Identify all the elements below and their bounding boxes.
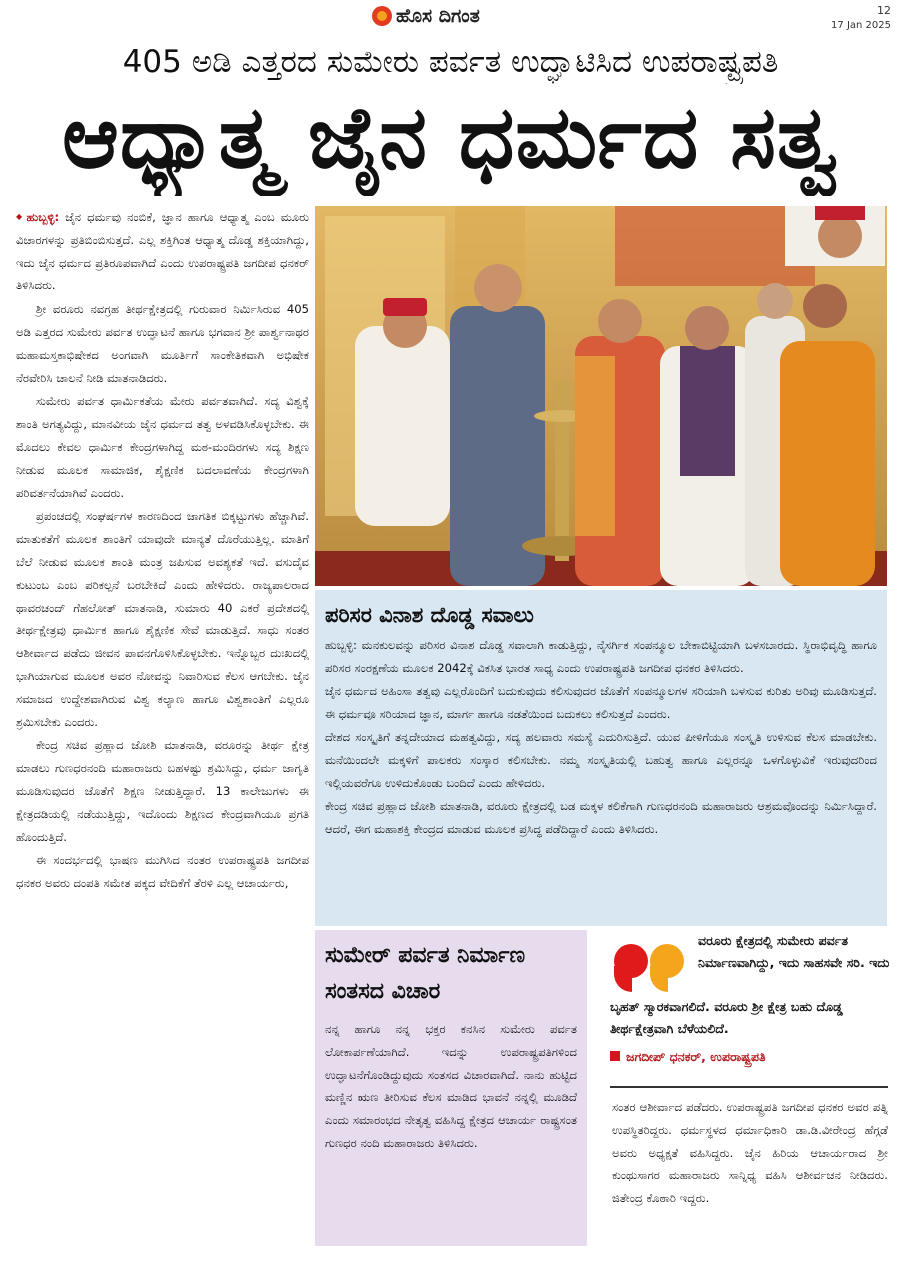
page-number: 12 [877, 4, 891, 17]
sidebar-paragraph: ಹುಬ್ಬಳ್ಳಿ: ಮನಕುಲವನ್ನು ಪರಿಸರ ವಿನಾಶ ದೊಡ್ಡ ಸವಾಲಾಗಿ ಕಾಡುತ್ತಿದ್ದು, ನೈಸರ್ಗಿಕ ಸಂಪನ್ಮೂಲ ಬೇಕಾಬಿಟ್ಟಿಯಾಗಿ ಬಳಸಬಾರದು. ಸ್ಥಿರಾಭಿವೃದ್ಧಿ ಹಾಗೂ ಪರಿಸರ ಸಂರಕ್ಷಣೆಯ ಮೂಲಕ 2042ಕ್ಕೆ ವಿಕಸಿತ ಭಾರತ ಸಾಧ್ಯ ಎಂದು ಉಪರಾಷ್ಟ್ರಪತಿ ಜಗದೀಪ ಧನಕರ ತಿಳಿಸಿದರು. [325, 638, 877, 675]
quote-mark-orange-icon [650, 944, 684, 978]
logo-text: ಹೊಸ ದಿಗಂತ [396, 5, 480, 27]
kicker-headline: 405 ಅಡಿ ಎತ್ತರದ ಸುಮೇರು ಪರ್ವತ ಉದ್ಘಾಟಿಸಿದ ಉಪರಾಷ್ಟ್ರಪತಿ [122, 44, 779, 80]
logo-sun-icon [372, 6, 392, 26]
article-paragraph: ಕೇಂದ್ರ ಸಚಿವ ಪ್ರಹ್ಲಾದ ಜೋಶಿ ಮಾತನಾಡಿ, ವರೂರನ್ನು ತೀರ್ಥ ಕ್ಷೇತ್ರ ಮಾಡಲು ಗುಣಧರನಂದಿ ಮಹಾರಾಜರು ಬಹಳಷ್ಟು ಶ್ರಮಿಸಿದ್ದು, ಧರ್ಮ ಜಾಗೃತಿ ಮೂಡಿಸುವುದರ ಜೊತೆಗೆ ಶಿಕ್ಷಣ ನೀಡುತ್ತಿದ್ದಾರೆ. 13 ಕಾಲೇಜುಗಳು ಈ ಕ್ಷೇತ್ರದಡಿಯಲ್ಲಿ ನಡೆಯುತ್ತಿದ್ದು, ಇದೊಂದು ಶಿಕ್ಷಣದ ಕೇಂದ್ರವಾಗಿಯೂ ಪ್ರಗತಿ ಹೊಂದುತ್ತಿದೆ. [16, 738, 309, 844]
main-headline: ಆಧ್ಯಾತ್ಮ ಜೈನ ಧರ್ಮದ ಸತ್ವ [62, 88, 839, 188]
quote-attribution-text: ಜಗದೀಪ್ ಧನಕರ್, ಉಪರಾಷ್ಟ್ರಪತಿ [626, 1049, 766, 1064]
sidebar-paragraph: ನನ್ನ ಹಾಗೂ ನನ್ನ ಭಕ್ತರ ಕನಸಿನ ಸುಮೇರು ಪರ್ವತ ಲೋಕಾರ್ಪಣೆಯಾಗಿದೆ. ಇದನ್ನು ಉಪರಾಷ್ಟ್ರಪತಿಗಳಿಂದ ಉದ್ಘಾಟನೆಗೊಂಡಿದ್ದುವುದು ಸಂತಸದ ವಿಚಾರವಾಗಿದೆ. ನಾನು ಹುಟ್ಟಿದ ಮಣ್ಣಿನ ಋಣ ತೀರಿಸುವ ಕೆಲಸ ಮಾಡಿದ ಭಾವನೆ ನನ್ನಲ್ಲಿ ಮೂಡಿದೆ ಎಂದು ಸಮಾರಂಭದ ನೇತೃತ್ವ ವಹಿಸಿದ್ದ ಕ್ಷೇತ್ರದ ಆಚಾರ್ಯ ರಾಷ್ಟ್ರಸಂತ ಗುಣಧರ ನಂದಿ ಮಹಾರಾಜರು ತಿಳಿಸಿದರು. [325, 1022, 577, 1150]
article-paragraph [16, 206, 309, 297]
sidebar-title: ಸುಮೇರ್ ಪರ್ವತ ನಿರ್ಮಾಣ ಸಂತಸದ ವಿಚಾರ [325, 943, 526, 1004]
attribution-square-icon [610, 1051, 620, 1061]
sidebar-environment [315, 590, 887, 926]
quote-mark-red-icon [614, 944, 648, 978]
quote-text-top: ವರೂರು ಕ್ಷೇತ್ರದಲ್ಲಿ ಸುಮೇರು ಪರ್ವತ ನಿರ್ಮಾಣವಾಗಿದ್ದು, ಇದು ಸಾಹಸವೇ ಸರಿ. ಇದು [698, 933, 890, 970]
sidebar-paragraph: ಕೇಂದ್ರ ಸಚಿವ ಪ್ರಹ್ಲಾದ ಜೋಶಿ ಮಾತನಾಡಿ, ವರೂರು ಕ್ಷೇತ್ರದಲ್ಲಿ ಬಡ ಮಕ್ಕಳ ಕಲಿಕೆಗಾಗಿ ಗುಣಧರನಂದಿ ಮಹಾರಾಜರು ಆಶ್ರಮವೊಂದನ್ನು ನಿರ್ಮಿಸಿದ್ದಾರೆ. ಆದರೆ, ಈಗ ಮಹಾಶಕ್ತಿ ಕೇಂದ್ರದ ಮಾಡುವ ಮೂಲಕ ಪ್ರಸಿದ್ಧ ಪಡೆದಿದ್ದಾರೆ ಎಂದು ತಿಳಿಸಿದರು. [325, 799, 877, 836]
article-paragraph: ಶ್ರೀ ವರೂರು ನವಗ್ರಹ ತೀರ್ಥಕ್ಷೇತ್ರದಲ್ಲಿ ಗುರುವಾರ ನಿರ್ಮಿಸಿರುವ 405 ಅಡಿ ಎತ್ತರದ ಸುಮೇರು ಪರ್ವತ ಉದ್ಘಾಟನೆ ಹಾಗೂ ಭಗವಾನ ಶ್ರೀ ಪಾರ್ಶ್ವನಾಥರ ಮಹಾಮಸ್ತಕಾಭಿಷೇಕದ ಅಂಗವಾಗಿ ಮೂರ್ತಿಗೆ ಸಾಂಕೇತಿಕವಾಗಿ ಅಭಿಷೇಕ ನೆರವೇರಿಸಿ ಚಾಲನೆ ನೀಡಿ ಮಾತನಾಡಿದರು. [16, 302, 309, 385]
lead-text: ಜೈನ ಧರ್ಮವು ನಂಬಿಕೆ, ಜ್ಞಾನ ಹಾಗೂ ಆಧ್ಯಾತ್ಮ ಎಂಬ ಮೂರು ವಿಚಾರಗಳನ್ನು ಪ್ರತಿಬಿಂಬಿಸುತ್ತದೆ. ಎಲ್ಲ ಶಕ್ತಿಗಿಂತ ಆಧ್ಯಾತ್ಮ ದೊಡ್ಡ ಶಕ್ತಿಯಾಗಿದ್ದು, ಇದು ಜೈನ ಧರ್ಮದ ಪ್ರತಿರೂಪವಾಗಿದೆ ಎಂದು ಉಪರಾಷ್ಟ್ರಪತಿ ಜಗದೀಪ ಧನಕರ್ ತಿಳಿಸಿದರು. [16, 210, 309, 293]
divider [610, 1086, 888, 1088]
article-paragraph: ಪ್ರಪಂಚದಲ್ಲಿ ಸಂಘರ್ಷಗಳ ಕಾರಣದಿಂದ ಜಾಗತಿಕ ಬಿಕ್ಕಟ್ಟುಗಳು ಹೆಚ್ಚಾಗಿವೆ. ಮಾತುಕತೆಗೆ ಮೂಲಕ ಶಾಂತಿಗೆ ಯಾವುದೇ ಮಾನ್ಯತೆ ದೊರೆಯುತ್ತಿಲ್ಲ. ಮಾತಿಗೆ ಬೆಲೆ ನೀಡುವ ಮೂಲಕ ಶಾಂತಿ ಮಂತ್ರ ಜಪಿಸುವ ಅವಶ್ಯಕತೆ ಇದೆ. ವಸುದೈವ ಕುಟುಂಬ ಎಂಬ ಪರಿಕಲ್ಪನೆ ಬರಬೇಕಿದೆ ಎಂದು ಹೇಳಿದರು. ರಾಜ್ಯಪಾಲರಾದ ಥಾವರಚಂದ್ ಗೆಹಲೋತ್ ಮಾತನಾಡಿ, ಸುಮಾರು 40 ಎಕರೆ ಪ್ರದೇಶದಲ್ಲಿ ತೀರ್ಥಕ್ಷೇತ್ರವು ಧಾರ್ಮಿಕ ಹಾಗೂ ಶೈಕ್ಷಣಿಕ ಸೇವೆ ಮಾಡುತ್ತಿದೆ. ಸಾಧು ಸಂತರ ಆಶೀರ್ವಾದ ಪಡೆದು ಜೀವನ ಪಾವನಗೊಳಿಸಿಕೊಳ್ಳಬೇಕು. ಇನ್ನೊಬ್ಬರ ದುಃಖದಲ್ಲಿ ಭಾಗಿಯಾಗುವ ಮೂಲಕ ಅವರ ನೋವನ್ನು ನಿವಾರಿಸುವ ಕೆಲಸ ಆಗಬೇಕು. ಜೈನ ಸಮಾಜದ ಉದ್ದೇಶವಾಗಿರುವ ವಿಶ್ವ ಕಲ್ಯಾಣ ಹಾಗೂ ವಿಶ್ವಶಾಂತಿಗೆ ಎಲ್ಲರೂ ಶ್ರಮಿಸಬೇಕು ಎಂದರು. [16, 509, 309, 729]
sidebar-sumeru [315, 930, 587, 1246]
lamp-lighting-photo [315, 206, 887, 586]
quote-text-bottom: ಬೃಹತ್ ಸ್ಮಾರಕವಾಗಲಿದೆ. ವರೂರು ಶ್ರೀ ಕ್ಷೇತ್ರ ಬಹು ದೊಡ್ಡ ತೀರ್ಥಕ್ಷೇತ್ರವಾಗಿ ಬೆಳೆಯಲಿದೆ. [610, 999, 843, 1036]
sidebar-paragraph: ದೇಶದ ಸಂಸ್ಕೃತಿಗೆ ತನ್ನದೇಯಾದ ಮಹತ್ವವಿದ್ದು, ಸದ್ಯ ಹಲವಾರು ಸಮಸ್ಯೆ ಎದುರಿಸುತ್ತಿದೆ. ಯುವ ಪೀಳಿಗೆಯೂ ಸಂಸ್ಕೃತಿ ಉಳಿಸುವ ಕೆಲಸ ಮಾಡಬೇಕು. ಮನೆಯಿಂದಲೇ ಮಕ್ಕಳಿಗೆ ಪಾಲಕರು ಸಂಸ್ಕಾರ ಕಲಿಸಬೇಕು. ನಮ್ಮ ಸಂಸ್ಕೃತಿಯಲ್ಲಿ ಬಹುತ್ವ ಹಾಗೂ ಎಲ್ಲರನ್ನೂ ಒಳಗೊಳ್ಳುವಿಕೆ ಇರುವುದರಿಂದ ಇಲ್ಲಿಯವರೆಗೂ ಉಳಿದುಕೊಂಡು ಬಂದಿದೆ ಎಂದು ಹೇಳಿದರು. [325, 730, 877, 790]
pull-quote [610, 930, 890, 1070]
article-paragraph: ಸುಮೇರು ಪರ್ವತ ಧಾರ್ಮಿಕತೆಯ ಮೇರು ಪರ್ವತವಾಗಿದೆ. ಸದ್ಯ ವಿಶ್ವಕ್ಕೆ ಶಾಂತಿ ಅಗತ್ಯವಿದ್ದು, ಮಾನವೀಯ ಜೈನ ಧರ್ಮದ ತತ್ವ ಅಳವಡಿಸಿಕೊಳ್ಳಬೇಕು. ಈ ಮೊದಲು ಕೇವಲ ಧಾರ್ಮಿಕ ಕೇಂದ್ರಗಳಾಗಿದ್ದ ಮಠ-ಮಂದಿರಗಳು ಸದ್ಯ ಶಿಕ್ಷಣ ನೀಡುವ ಮೂಲಕ ಸಾಮಾಜಿಕ, ಶೈಕ್ಷಣಿಕ ಬದಲಾವಣೆಯ ಕೇಂದ್ರಗಳಾಗಿ ಪರಿವರ್ತನೆಯಾಗಿವೆ ಎಂದರು. [16, 394, 309, 500]
event-photo [315, 206, 887, 586]
sidebar-title: ಪರಿಸರ ವಿನಾಶ ದೊಡ್ಡ ಸವಾಲು [325, 603, 534, 627]
quote-marks-icon [610, 934, 690, 994]
quote-attribution [610, 1046, 892, 1068]
sidebar-paragraph: ಜೈನ ಧರ್ಮದ ಅಹಿಂಸಾ ತತ್ವವು ಎಲ್ಲರೊಂದಿಗೆ ಬದುಕುವುದು ಕಲಿಸುವುದರ ಜೊತೆಗೆ ಸಂಪನ್ಮೂಲಗಳ ಸರಿಯಾಗಿ ಬಳಸುವ ಕುರಿತು ಅರಿವು ಮೂಡಿಸುತ್ತದೆ. ಈ ಧರ್ಮವೂ ಸರಿಯಾದ ಜ್ಞಾನ, ಮಾರ್ಗ ಹಾಗೂ ನಡತೆಯಿಂದ ಬದುಕಲು ಕಲಿಸುತ್ತದೆ ಎಂದರು. [325, 684, 877, 721]
article-body [16, 206, 309, 1276]
article-continuation: ಸಂತರ ಆಶೀರ್ವಾದ ಪಡೆದರು. ಉಪರಾಷ್ಟ್ರಪತಿ ಜಗದೀಪ ಧನಕರ ಅವರ ಪತ್ನಿ ಉಪಸ್ಥಿತರಿದ್ದರು. ಧರ್ಮಸ್ಥಳದ ಧರ್ಮಾಧಿಕಾರಿ ಡಾ.ಡಿ.ವೀರೇಂದ್ರ ಹೆಗ್ಗಡೆ ಅವರು ಅಧ್ಯಕ್ಷತೆ ವಹಿಸಿದ್ದರು. ಜೈನ ಹಿರಿಯ ಆಚಾರ್ಯರಾದ ಶ್ರೀ ಕುಂಥುಸಾಗರ ಮಹಾರಾಜರು ಸಾನ್ನಿಧ್ಯ ವಹಿಸಿ ಆಶೀರ್ವಚನ ನೀಡಿದರು. ಜಿತೇಂದ್ರ ಕೊಠಾರಿ ಇದ್ದರು. [612, 1100, 888, 1206]
masthead [0, 0, 901, 36]
dateline: ◆ ಹುಬ್ಬಳ್ಳಿ: [16, 210, 59, 224]
newspaper-logo [372, 3, 480, 29]
edition-date: 17 Jan 2025 [831, 20, 891, 31]
article-paragraph: ಈ ಸಂದರ್ಭದಲ್ಲಿ ಭಾಷಣ ಮುಗಿಸಿದ ನಂತರ ಉಪರಾಷ್ಟ್ರಪತಿ ಜಗದೀಪ ಧನಕರ ಅವರು ದಂಪತಿ ಸಮೇತ ಪಕ್ಕದ ವೇದಿಕೆಗೆ ತೆರಳಿ ಎಲ್ಲ ಆಚಾರ್ಯರು, [16, 853, 309, 891]
